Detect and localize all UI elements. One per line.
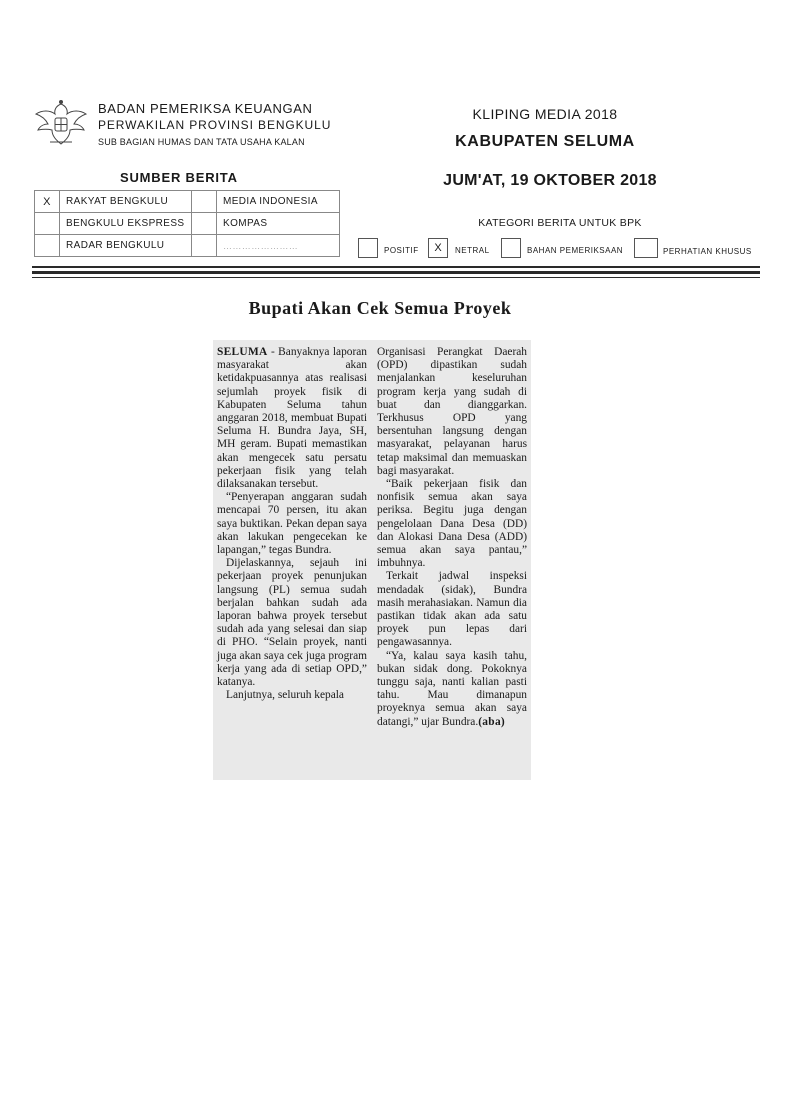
kategori-label-positif: POSITIF <box>384 246 419 255</box>
kategori-checkbox-perhatian-khusus[interactable] <box>634 238 658 258</box>
kliping-title: KLIPING MEDIA 2018 <box>472 106 618 122</box>
kategori-title: KATEGORI BERITA UNTUK BPK <box>478 217 642 229</box>
header-divider <box>32 277 760 278</box>
header-divider <box>32 266 760 268</box>
org-name-line1: BADAN PEMERIKSA KEUANGAN <box>98 101 313 116</box>
article-paragraph: Organisasi Perangkat Daerah (OPD) dipastikan sudah menjalankan keseluruhan program kerja yang sudah di buat dan dianggarkan. Terkhusus OPD yang bersentuhan langsung dengan masyarakat, pelayanan harus tetap maksimal dan memuaskan bagi masyarakat. <box>377 346 527 477</box>
article-paragraph: “Penyerapan anggaran sudah mencapai 70 persen, itu akan saya buktikan. Pekan depan saya akan lakukan pengecekan ke lapangan,” tegas Bundra. <box>217 491 367 557</box>
kategori-checkbox-netral[interactable]: X <box>428 238 448 258</box>
source-name: BENGKULU EKSPRESS <box>60 213 192 235</box>
org-name-line2: PERWAKILAN PROVINSI BENGKULU <box>98 118 332 132</box>
garuda-emblem-icon <box>32 94 90 152</box>
source-mark: X <box>35 191 60 213</box>
kategori-checkbox-positif[interactable] <box>358 238 378 258</box>
header-divider <box>32 271 760 274</box>
kategori-checkbox-bahan-pemeriksaan[interactable] <box>501 238 521 258</box>
source-mark <box>35 235 60 257</box>
source-mark <box>192 191 217 213</box>
source-mark <box>192 213 217 235</box>
article-column-right <box>377 346 527 729</box>
table-row <box>35 235 340 257</box>
article-paragraph <box>377 650 527 729</box>
table-row <box>35 191 340 213</box>
kategori-label-perhatian-khusus: PERHATIAN KHUSUS <box>663 247 752 256</box>
article-paragraph <box>217 346 367 491</box>
article-text: - Banyaknya laporan masyarakat akan ketidakpuasannya atas realisasi sejumlah proyek fisik di Kabupaten Seluma tahun anggaran 2018, membuat Bupati Seluma H. Bundra Jaya, SH, MH geram. Bupati memastikan akan mengecek satu persatu pekerjaan fisik yang telah dilaksanakan tersebut. <box>217 346 367 491</box>
article-headline: Bupati Akan Cek Semua Proyek <box>248 298 512 318</box>
org-name-line3: SUB BAGIAN HUMAS DAN TATA USAHA KALAN <box>98 137 305 147</box>
article-column-left <box>217 346 367 702</box>
source-mark <box>35 213 60 235</box>
article-clipping <box>213 340 531 780</box>
publication-date: JUM'AT, 19 OKTOBER 2018 <box>443 172 657 189</box>
article-paragraph: Lanjutnya, seluruh kepala <box>226 689 344 702</box>
kategori-label-bahan-pemeriksaan: BAHAN PEMERIKSAAN <box>527 246 624 255</box>
source-name-blank: …………………… <box>217 235 340 257</box>
source-mark <box>192 235 217 257</box>
article-paragraph: “Baik pekerjaan fisik dan nonfisik semua akan saya periksa. Begitu juga dengan pengelolaan Dana Desa (DD) dan Alokasi Dana Desa (ADD) semua akan saya pantau,” imbuhnya. <box>377 478 527 570</box>
article-dateline: SELUMA <box>217 346 268 358</box>
source-name: RAKYAT BENGKULU <box>60 191 192 213</box>
source-name: RADAR BENGKULU <box>60 235 192 257</box>
source-name: KOMPAS <box>217 213 340 235</box>
sumber-berita-table <box>34 190 340 257</box>
table-row <box>35 213 340 235</box>
article-text: “Ya, kalau saya kasih tahu, bukan sidak dong. Pokoknya tunggu saja, nanti kalian pasti tahu. Mau dimanapun proyeknya semua akan saya datangi,” ujar Bundra. <box>377 649 527 728</box>
kategori-label-netral: NETRAL <box>455 246 490 255</box>
sumber-berita-title: SUMBER BERITA <box>120 170 238 185</box>
source-name: MEDIA INDONESIA <box>217 191 340 213</box>
kabupaten-title: KABUPATEN SELUMA <box>455 133 635 150</box>
article-paragraph: Dijelaskannya, sejauh ini pekerjaan proyek penunjukan langsung (PL) semua sudah berjalan bahkan sudah ada laporan bahwa proyek tersebut sudah ada yang selesai dan siap di PHO. “Selain proyek, nanti juga akan saya cek juga program kerja yang ada di setiap OPD,” katanya. <box>217 557 367 689</box>
article-paragraph: Terkait jadwal inspeksi mendadak (sidak), Bundra masih merahasiakan. Namun dia pastikan tidak akan ada satu proyek pun lepas dari pengawasannya. <box>377 570 527 649</box>
author-tag: (aba) <box>478 715 506 728</box>
